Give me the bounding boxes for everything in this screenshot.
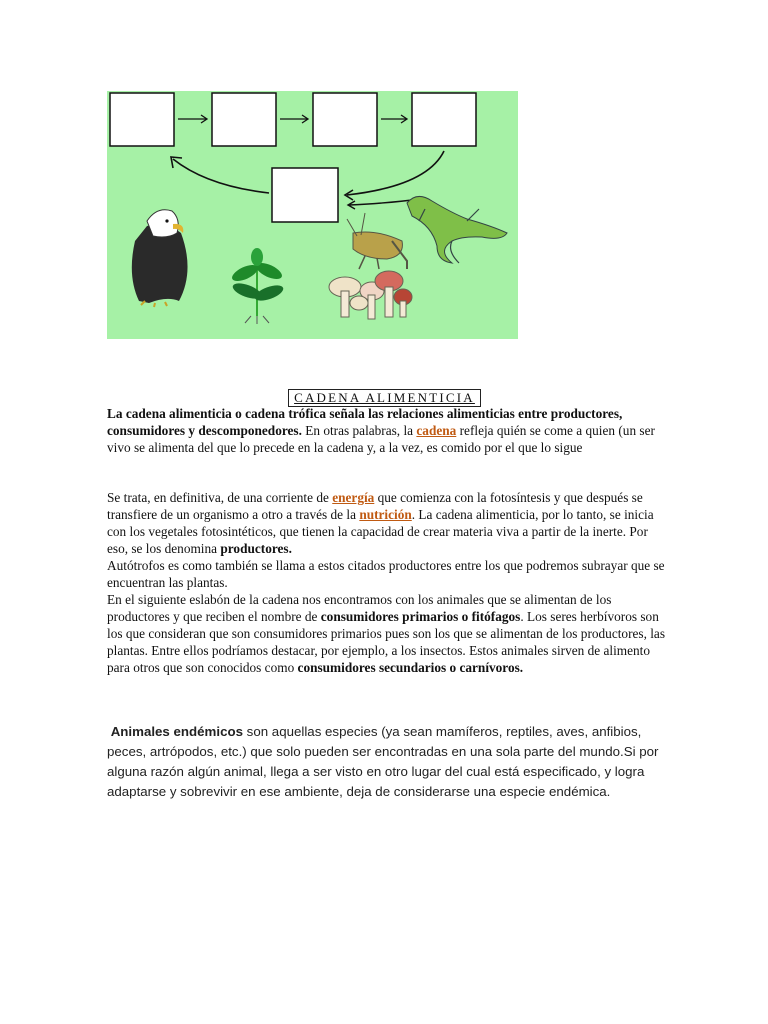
- link-energia[interactable]: energía: [332, 490, 375, 505]
- chain-box-4: [412, 93, 476, 146]
- chain-box-5: [272, 168, 338, 222]
- chain-box-3: [313, 93, 377, 146]
- bold-text: La cadena alimenticia o cadena trófica señala las relaciones alimenticias entre productores, consumidores y descomponedores.: [107, 406, 623, 438]
- mushrooms-icon: [329, 271, 412, 319]
- paragraph-energy: Se trata, en definitiva, de una corriente de energía que comienza con la fotosíntesis y que después se transfiere de un organismo a otro a través de la nutrición. La cadena alimenticia, por lo tanto, se inicia con los vegetales fotosintéticos, que tienen la capacidad de crear materia viva a partir de la inerte. Por eso, se los denomina productores. Autótrofos es como también se llama a estos citados productores entre los que podremos subrayar que se encuentran las plantas. En el siguiente eslabón de la cadena nos encontramos con los animales que se alimentan de los productores y que reciben el nombre de consumidores primarios o fitófagos. Los seres herbívoros son los que consideran que son consumidores primarios pues son los que se alimentan de los productores, las plantas. Entre ellos podríamos destacar, por ejemplo, a los insectos. Estos animales sirven de alimento para otros que son conocidos como consumidores secundarios o carnívoros.: [107, 490, 665, 675]
- chain-box-1: [110, 93, 174, 146]
- lizard-icon: [407, 196, 507, 263]
- grasshopper-icon: [347, 213, 407, 269]
- curved-arrow-icon: [347, 151, 444, 195]
- bold-text: Animales endémicos: [110, 724, 243, 739]
- paragraph-food-chain: La cadena alimenticia o cadena trófica señala las relaciones alimenticias entre productores, consumidores y descomponedores. En otras palabras, la cadena refleja quién se come a quien (un ser vivo se alimenta del que lo precede en la cadena y, a la vez, es comido por el que lo sigue: [107, 406, 655, 455]
- paragraph-endemic: Animales endémicos son aquellas especies (ya sean mamíferos, reptiles, aves, anfibios, peces, artrópodos, etc.) que solo pueden ser encontradas en una sola parte del mundo.Si por alguna razón algún animal, llega a ser visto en otro lugar del cual está especificado, y logra adaptarse y sobrevivir en ese ambiente, deja de considerarse una especie endémica.: [107, 724, 659, 799]
- food-chain-figure: [107, 91, 518, 339]
- eagle-icon: [132, 210, 188, 307]
- document-title: CADENA ALIMENTICIA: [288, 389, 481, 407]
- plant-icon: [230, 248, 285, 324]
- curved-arrow-icon: [173, 159, 269, 193]
- link-cadena[interactable]: cadena: [416, 423, 457, 438]
- link-nutricion[interactable]: nutrición: [359, 507, 412, 522]
- chain-box-2: [212, 93, 276, 146]
